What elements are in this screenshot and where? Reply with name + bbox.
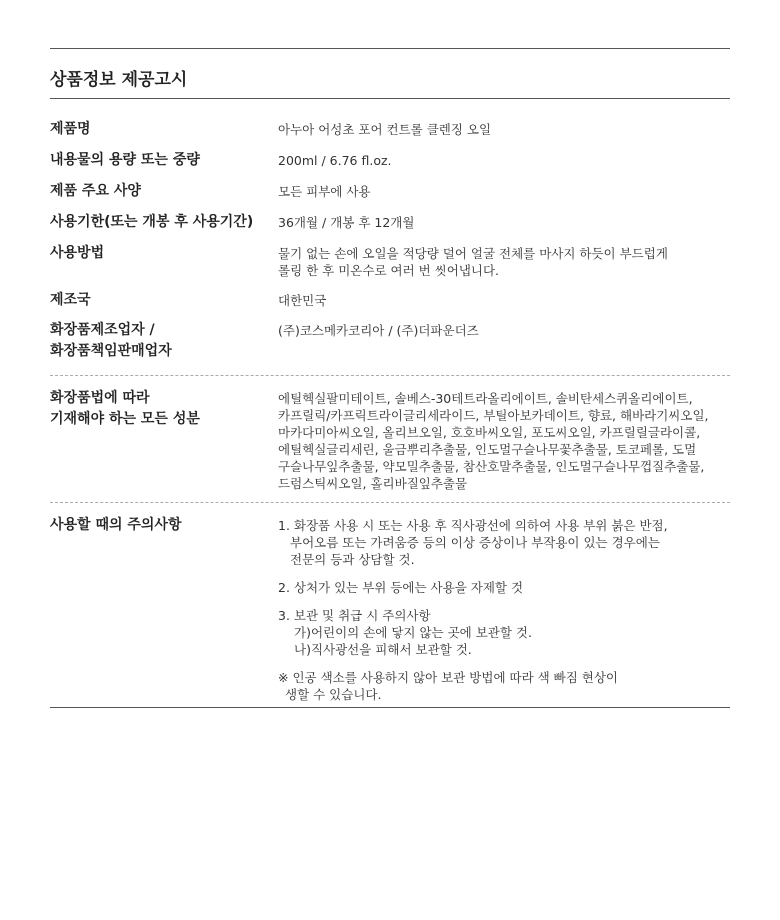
caution-item-3: 3. 보관 및 취급 시 주의사항 가)어린이의 손에 닿지 않는 곳에 보관할 것. 나)직사광선을 피해서 보관할 것. [278,608,532,657]
row-value: 대한민국 [278,293,327,308]
caution-item-1: 1. 화장품 사용 시 또는 사용 후 직사광선에 의하여 사용 부위 붉은 반점, 부어오름 또는 가려움증 등의 이상 증상이나 부작용이 있는 경우에는 전문의 등과 상담할 것. [278,518,668,567]
row-label: 내용물의 용량 또는 중량 [50,152,200,168]
row-label: 제품명 [50,121,91,137]
caution-note: ※ 인공 색소를 사용하지 않아 보관 방법에 따라 색 빠짐 현상이 생할 수 있습니다. [278,670,619,702]
row-value: 물기 없는 손에 오일을 적당량 덜어 얼굴 전체를 마사지 하듯이 부드럽게 롤링 한 후 미온수로 여러 번 씻어냅니다. [278,246,668,278]
row-country [50,290,730,320]
row-label: 사용할 때의 주의사항 [50,517,182,533]
row-ingredients [50,388,730,502]
row-value: (주)코스메카코리아 / (주)더파운더즈 [278,323,479,338]
row-value: 아누아 어성초 포어 컨트롤 클렌징 오일 [278,122,492,137]
row-label: 화장품제조업자 / 화장품책임판매업자 [50,322,172,359]
row-usage [50,243,730,290]
row-expiry [50,212,730,243]
row-label: 사용방법 [50,245,105,261]
row-label: 사용기한(또는 개봉 후 사용기간) [50,214,254,230]
caution-item-2: 2. 상처가 있는 부위 등에는 사용을 자제할 것 [278,580,524,595]
cautions-list [278,515,730,707]
row-label: 제조국 [50,292,91,308]
ingredients-list: 에틸헥실팔미테이트, 솔베스-30테트라올리에이트, 솔비탄세스퀴올리에이트, 카프릴릭/카프릭트라이글리세라이드, 부틸아보카데이트, 향료, 해바라기씨오일, 마카다미아씨오일, 올리브오일, 호호바씨오일, 포도씨오일, 카프릴릴글라이콜, 에틸헥실글리세린, 울금뿌리추출물, 인도멀구슬나무꽃추출물, 토코페롤, 도멀 구슬나무잎추출물, 약모밀추출물, 참산호말추출물, 인도멀구슬나무껍질추출물, 드럼스틱씨오일, 홀리바질잎추출물 [278,391,709,491]
row-manufacturer [50,320,730,375]
product-info-notice [50,48,730,708]
row-product-name [50,119,730,150]
row-value: 모든 피부에 사용 [278,184,371,199]
row-volume [50,150,730,181]
row-value: 36개월 / 개봉 후 12개월 [278,215,415,230]
bottom-divider [50,707,730,708]
row-value: 200ml / 6.76 fl.oz. [278,153,392,168]
section-title: 상품정보 제공고시 [50,70,188,90]
row-spec [50,181,730,212]
row-label: 화장품법에 따라 기재해야 하는 모든 성분 [50,390,200,427]
row-label: 제품 주요 사양 [50,183,141,199]
row-cautions [50,515,730,707]
